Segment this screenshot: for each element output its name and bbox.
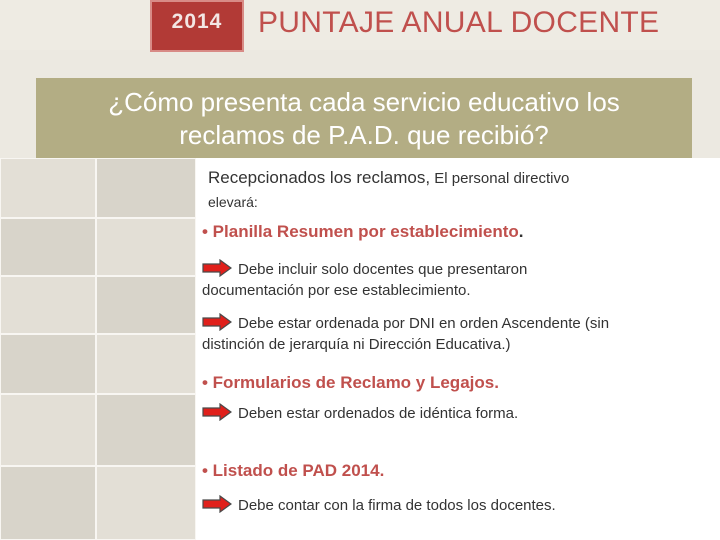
decorative-grid [0, 158, 196, 540]
bullet-text: • Planilla Resumen por establecimiento [202, 222, 519, 241]
arrow-right-icon [202, 259, 232, 277]
question-banner [36, 78, 692, 158]
grid-cell [96, 394, 196, 466]
intro-line [208, 168, 569, 188]
intro-line-2: elevará: [208, 194, 258, 210]
sub-item-line-1: Debe incluir solo docentes que presentaron [238, 261, 528, 278]
grid-cell [96, 158, 196, 218]
grid-cell [96, 466, 196, 540]
grid-cell [96, 276, 196, 334]
year-badge [150, 0, 244, 52]
sub-item-line-1: Debe contar con la firma de todos los docentes [238, 497, 552, 514]
bullet-formularios [202, 373, 499, 393]
grid-cell [0, 466, 96, 540]
grid-cell [96, 218, 196, 276]
grid-cell [0, 158, 96, 218]
bullet-text: • Listado de PAD 2014. [202, 461, 385, 480]
content-panel [196, 158, 720, 540]
intro-part-1: Recepcionados los reclamos, [208, 168, 431, 187]
sub-item [202, 495, 710, 516]
intro-part-2: El personal directivo [430, 170, 570, 187]
page-title: PUNTAJE ANUAL DOCENTE [258, 6, 660, 39]
arrow-right-icon [202, 403, 232, 421]
sub-item-line-1: Debe estar ordenada por DNI en orden Ascendente (sin [238, 315, 610, 332]
year-label: 2014 [171, 10, 223, 33]
question-text [36, 86, 692, 152]
question-line-1: ¿Cómo presenta cada servicio educativo los [108, 87, 620, 117]
bullet-period: . [518, 222, 524, 241]
sub-item-line-2: distinción de jerarquía ni Dirección Educativa.) [202, 336, 511, 353]
sub-item [202, 313, 710, 355]
arrow-right-icon [202, 313, 232, 331]
sub-item [202, 259, 710, 301]
arrow-right-icon [202, 495, 232, 513]
sub-item [202, 403, 710, 424]
grid-cell [0, 276, 96, 334]
bullet-listado-pad [202, 461, 384, 481]
grid-cell [0, 394, 96, 466]
question-line-2: reclamos de P.A.D. que recibió? [179, 120, 549, 150]
grid-cell [96, 334, 196, 394]
bullet-planilla-resumen [202, 222, 524, 242]
grid-cell [0, 218, 96, 276]
sub-item-line-1: Deben estar ordenados de idéntica forma. [238, 405, 519, 422]
grid-cell [0, 334, 96, 394]
sub-item-line-2: documentación por ese establecimiento. [202, 282, 471, 299]
bullet-text: • Formularios de Reclamo y Legajos. [202, 373, 499, 392]
sub-item-period: . [551, 497, 556, 514]
